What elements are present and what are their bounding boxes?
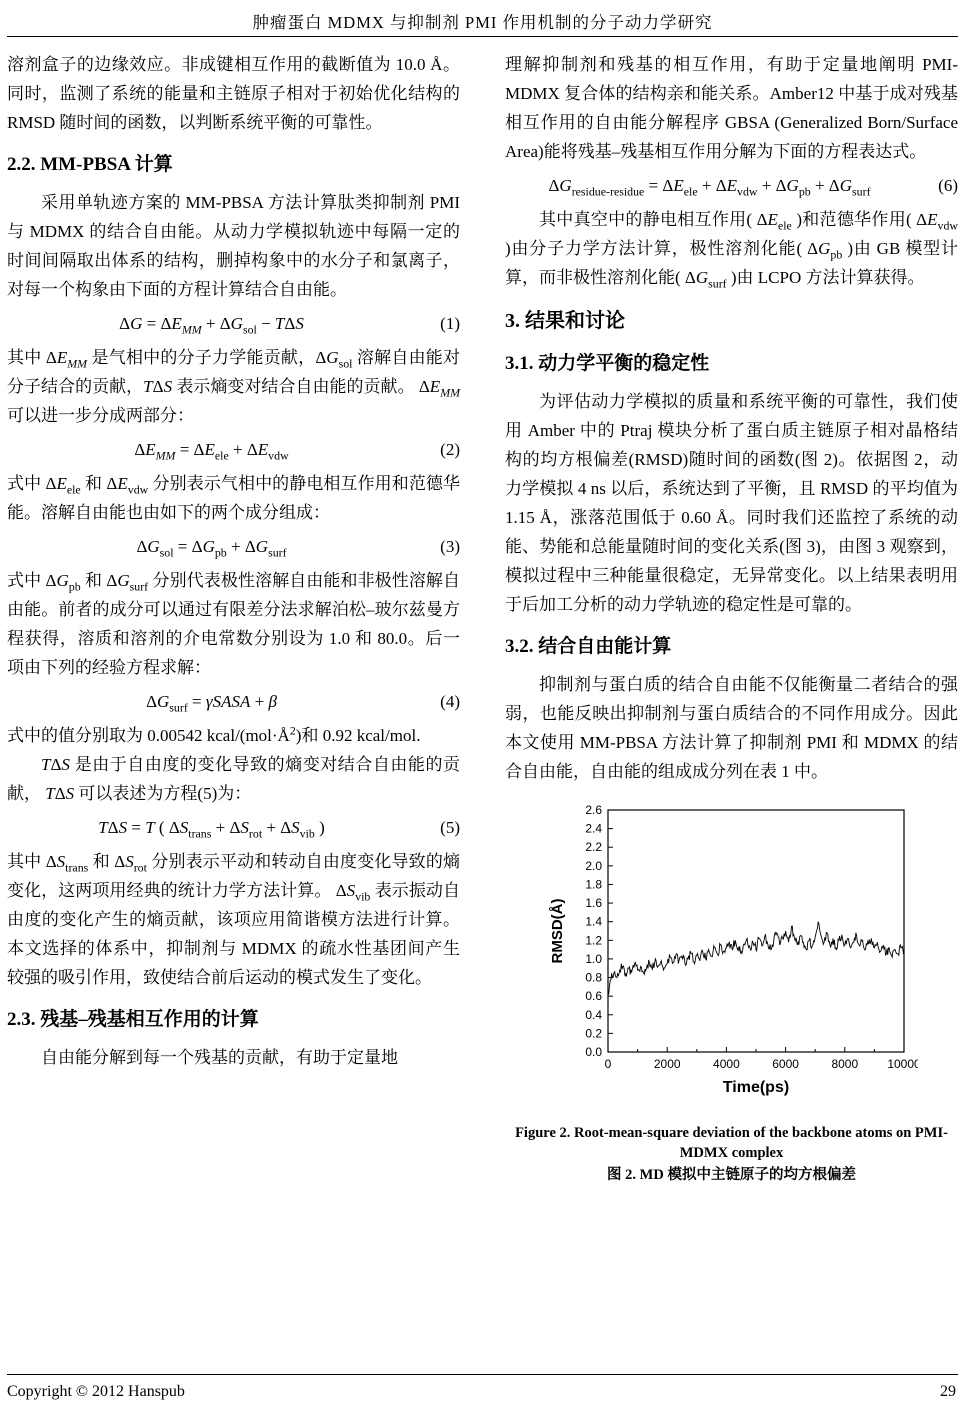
svg-text:0.0: 0.0 <box>584 1045 602 1059</box>
figure-2-chart <box>546 800 918 1117</box>
equation-3-body: $\Delta G_{sol} = \Delta G_{pb} + \Delta G_{surf}$ <box>136 537 287 560</box>
svg-text:4000: 4000 <box>712 1057 740 1071</box>
svg-text:6000: 6000 <box>771 1057 799 1071</box>
equation-1 <box>7 309 460 338</box>
equation-6-number: (6) <box>938 176 958 195</box>
paragraph-eq1-explanation: 其中 $\Delta E_{MM}$ 是气相中的分子力学能贡献，$\Delta G_{sol}$ 溶解自由能对分子结合的贡献，TΔS 表示熵变对结合自由能的贡献。 $\Delta E_{MM}$ 可以进一步分成两部分： <box>7 348 461 425</box>
svg-text:1.4: 1.4 <box>584 914 602 929</box>
paragraph-mmpbsa: 采用单轨迹方案的 MM-PBSA 方法计算肽类抑制剂 PMI 与 MDMX 的结合自由能。从动力学模拟轨迹中每隔一定的时间间隔取出体系的结构，删掉构象中的水分子和氯离子，对每一个构象由下面的方程计算结合自由能。 <box>7 193 460 299</box>
svg-text:2.4: 2.4 <box>584 821 602 836</box>
paragraph-stability: 为评估动力学模拟的质量和系统平衡的可靠性，我们使用 Amber 中的 Ptraj 模块分析了蛋白质主链原子相对晶格结构的均方根偏差(RMSD)随时间的函数(图 2)。依据图 2，动力学模拟 4 ns 以后，系统达到了平衡，且 RMSD 的平均值为 1.15 Å，涨落范围低于 0.60 Å。同时我们还监控了系统的动能、势能和总能量随时间的变化关系(图 3)，由图 3 观察到，模拟过程中三种能量很稳定，无异常变化。以上结果表明用于后加工分析的动力学轨迹的稳定性是可靠的。 <box>505 392 958 614</box>
equation-5-number: (5) <box>440 818 460 837</box>
equation-6-body: $\Delta G_{residue-residue} = \Delta E_{ele} + \Delta E_{vdw} + \Delta G_{pb} + \Delta G_{surf}$ <box>548 176 871 199</box>
svg-text:0.4: 0.4 <box>584 1007 602 1022</box>
paragraph-eq5-explanation: 其中 $\Delta S_{trans}$ 和 $\Delta S_{rot}$ 分别表示平动和转动自由度变化导致的熵变化，这两项用经典的统计力学方法计算。 $\Delta S_{vib}$ 表示振动自由度的变化产生的熵贡献，该项应用简谐模方法进行计算。本文选择的体系中，抑制剂与 MDMX 的疏水性基团间产生较强的吸引作用，致使结合前后运动的模式发生了变化。 <box>7 852 460 987</box>
equation-1-body: $\Delta G = \Delta E_{MM} + \Delta G_{sol} - T\Delta S$ <box>119 314 304 337</box>
paragraph-eq4-values: 式中的值分别取为 0.00542 kcal/$(mol\cdot Å^2)$和 0.92 kcal/mol. <box>7 723 421 745</box>
svg-text:0.2: 0.2 <box>584 1026 602 1041</box>
footer-rule <box>7 1374 958 1375</box>
footer-copyright: Copyright © 2012 Hanspub <box>7 1383 185 1400</box>
svg-text:2000: 2000 <box>653 1057 681 1071</box>
equation-5-body: TΔS = T ( $\Delta S_{trans} + \Delta S_{rot} + \Delta S_{vib}$ ) <box>98 818 325 841</box>
svg-text:Time(ps): Time(ps) <box>722 1079 789 1096</box>
paragraph-binding-energy: 抑制剂与蛋白质的结合自由能不仅能衡量二者结合的强弱，也能反映出抑制剂与蛋白质结合的不同作用成分。因此本文使用 MM-PBSA 方法计算了抑制剂 PMI 和 MDMX 的结合自由能，自由能的组成成分列在表 1 中。 <box>505 675 958 781</box>
equation-4-number: (4) <box>440 692 460 711</box>
page-header-title: 肿瘤蛋白 MDMX 与抑制剂 PMI 作用机制的分子动力学研究 <box>252 13 713 32</box>
svg-text:0: 0 <box>604 1057 611 1071</box>
figure-2 <box>505 800 958 1185</box>
paragraph-tds: TΔS 是由于自由度的变化导致的熵变对结合自由能的贡献， TΔS 可以表述为方程(5)为： <box>7 755 460 803</box>
heading-3-1: 3.1. 动力学平衡的稳定性 <box>505 353 710 374</box>
heading-2-2: 2.2. MM-PBSA 计算 <box>7 154 173 175</box>
svg-text:1.6: 1.6 <box>584 896 602 911</box>
paragraph-residue-continuation: 理解抑制剂和残基的相互作用，有助于定量地阐明 PMI-MDMX 复合体的结构亲和能关系。Amber12 中基于成对残基相互作用的自由能分解程序 GBSA (Generalized Born/Surface Area)能将残基–残基相互作用分解为下面的方程表达式。 <box>505 55 958 161</box>
equation-1-number: (1) <box>440 314 460 333</box>
svg-text:2.2: 2.2 <box>584 840 602 855</box>
paragraph-solvent-box: 溶剂盒子的边缘效应。非成键相互作用的截断值为 10.0 Å。同时，监测了系统的能量和主链原子相对于初始优化结构的 RMSD 随时间的函数，以判断系统平衡的可靠性。 <box>7 55 460 132</box>
svg-text:1.0: 1.0 <box>584 951 602 966</box>
svg-text:RMSD(Å): RMSD(Å) <box>548 898 566 964</box>
paragraph-eq6-explanation: 其中真空中的静电相互作用( $\Delta E_{ele}$ )和范德华作用( $\Delta E_{vdw}$ )由分子力学方法计算，极性溶剂化能( $\Delta G_{pb}$ )由 GB 模型计算，而非极性溶剂化能( $\Delta G_{surf}$ )由 LCPO 方法计算获得。 <box>505 210 958 291</box>
column-right <box>505 50 958 1185</box>
equation-3 <box>7 532 460 561</box>
heading-3-2: 3.2. 结合自由能计算 <box>505 636 672 657</box>
paragraph-eq3-explanation: 式中 $\Delta G_{pb}$ 和 $\Delta G_{surf}$ 分别代表极性溶解自由能和非极性溶解自由能。前者的成分可以通过有限差分法求解泊松–玻尔兹曼方程获得，溶质和溶剂的介电常数分别设为 1.0 和 80.0。后一项由下列的经验方程求解： <box>7 571 461 677</box>
figure-2-caption-zh: 图 2. MD 模拟中主链原子的均方根偏差 <box>607 1167 856 1183</box>
svg-text:2.6: 2.6 <box>584 803 602 817</box>
svg-text:2.0: 2.0 <box>584 858 602 873</box>
equation-3-number: (3) <box>440 537 460 556</box>
svg-text:0.8: 0.8 <box>584 970 602 985</box>
equation-6 <box>505 171 958 200</box>
equation-2-number: (2) <box>440 440 460 459</box>
equation-2 <box>7 435 460 464</box>
footer-page-number: 29 <box>940 1383 956 1400</box>
paragraph-eq2-explanation: 式中 $\Delta E_{ele}$ 和 $\Delta E_{vdw}$ 分别表示气相中的静电相互作用和范德华能。溶解自由能也由如下的两个成分组成： <box>7 474 460 522</box>
heading-3: 3. 结果和讨论 <box>505 310 625 332</box>
svg-text:1.8: 1.8 <box>584 877 602 892</box>
column-left <box>7 50 460 1072</box>
svg-text:8000: 8000 <box>830 1057 858 1071</box>
paragraph-decomposition: 自由能分解到每一个残基的贡献，有助于定量地 <box>41 1048 398 1067</box>
equation-2-body: $\Delta E_{MM} = \Delta E_{ele} + \Delta E_{vdw}$ <box>134 440 289 463</box>
rmsd-chart <box>546 800 918 1108</box>
equation-4 <box>7 687 460 716</box>
heading-2-3: 2.3. 残基–残基相互作用的计算 <box>7 1009 259 1030</box>
equation-5 <box>7 813 460 842</box>
svg-text:0.6: 0.6 <box>584 989 602 1004</box>
svg-text:1.2: 1.2 <box>584 933 602 948</box>
figure-2-caption-en: Figure 2. Root-mean-square deviation of the backbone atoms on PMI-MDMX complex <box>515 1125 948 1161</box>
svg-text:10000: 10000 <box>886 1057 918 1071</box>
equation-4-body: $\Delta G_{surf}$ = γSASA + β <box>146 692 277 715</box>
header-rule <box>7 36 958 37</box>
